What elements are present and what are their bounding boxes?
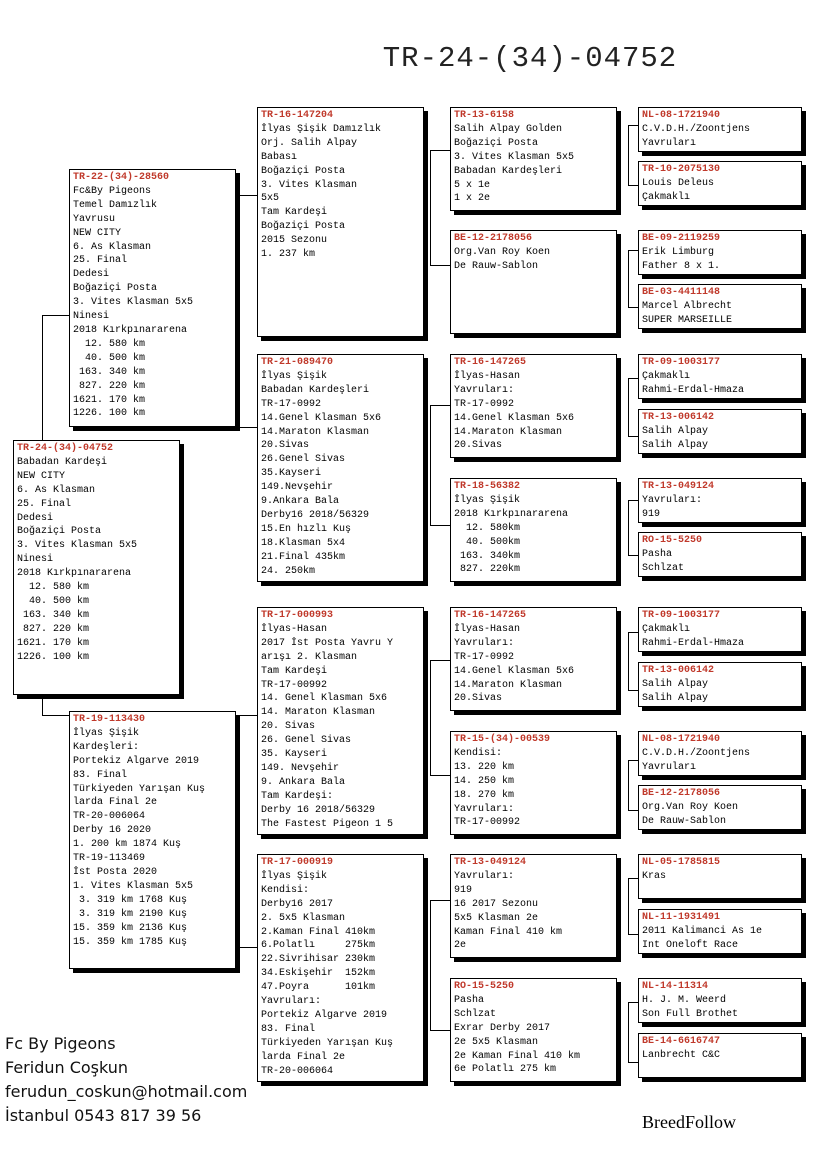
- pedigree-line: C.V.D.H./Zoontjens: [642, 123, 751, 135]
- pedigree-line: 2018 Kırkpınararena: [73, 324, 188, 336]
- pedigree-card-gp1: [257, 107, 424, 337]
- connector: [628, 250, 638, 251]
- ring-number: NL-08-1721940: [642, 110, 721, 121]
- pedigree-line: larda Final 2e: [261, 1051, 346, 1063]
- pedigree-line: 9.Ankara Bala: [261, 496, 340, 508]
- pedigree-line: 6.Polatlı 275km: [261, 940, 376, 952]
- pedigree-line: Org.Van Roy Koen: [454, 246, 551, 258]
- pedigree-line: larda Final 2e: [73, 797, 158, 809]
- ring-number: TR-13-049124: [642, 481, 715, 492]
- pedigree-line: Salih Alpay: [642, 425, 709, 437]
- pedigree-line: 163. 340km: [454, 550, 521, 562]
- pedigree-line: Babadan Kardeşleri: [261, 384, 370, 396]
- connector: [430, 405, 431, 525]
- pedigree-line: Dedesi: [17, 512, 54, 524]
- connector: [430, 1030, 450, 1031]
- pedigree-line: TR-17-0992: [454, 398, 515, 410]
- pedigree-line: 1226. 100 km: [17, 651, 90, 663]
- pedigree-card-g10: [638, 662, 802, 707]
- pedigree-line: Derby 16 2018/56329: [261, 804, 376, 816]
- pedigree-line: Babadan Kardeşi: [17, 456, 108, 468]
- pedigree-line: 12. 580 km: [73, 338, 146, 350]
- connector: [430, 265, 450, 266]
- pedigree-line: 6. As Klasman: [73, 241, 152, 253]
- pedigree-line: Tam Kardeşi: [261, 207, 328, 219]
- ring-number: TR-18-56382: [454, 481, 521, 492]
- pedigree-line: Çakmaklı: [642, 623, 691, 635]
- phone-text: İstanbul 0543 817 39 56: [5, 1106, 202, 1125]
- pedigree-line: Erik Limburg: [642, 246, 715, 258]
- connector: [430, 660, 431, 775]
- pedigree-line: İlyas Şişik: [261, 870, 328, 882]
- pedigree-line: NEW CITY: [73, 227, 122, 239]
- pedigree-line: Derby 16 2020: [73, 825, 152, 837]
- pedigree-line: TR-17-0992: [454, 651, 515, 663]
- ring-number: TR-16-147265: [454, 610, 527, 621]
- pedigree-line: 14. Genel Klasman 5x6: [261, 693, 388, 705]
- pedigree-line: 14.Maraton Klasman: [454, 679, 563, 691]
- ring-number: TR-22-(34)-28560: [73, 172, 170, 183]
- pedigree-line: Father 8 x 1.: [642, 260, 721, 272]
- pedigree-card-ggp1: [450, 107, 617, 211]
- pedigree-line: Yavruları:: [454, 870, 515, 882]
- pedigree-card-ggp3: [450, 354, 617, 458]
- pedigree-line: Fc&By Pigeons: [73, 185, 152, 197]
- pedigree-line: 14. 250 km: [454, 775, 515, 787]
- pedigree-line: 14. Maraton Klasman: [261, 707, 376, 719]
- pedigree-line: Louis Deleus: [642, 177, 715, 189]
- pedigree-line: 827. 220 km: [73, 380, 146, 392]
- pedigree-line: Boğaziçi Posta: [17, 526, 102, 538]
- ring-number: NL-14-11314: [642, 981, 709, 992]
- pedigree-line: 21.Final 435km: [261, 551, 346, 563]
- pedigree-line: Kardeşleri:: [73, 741, 140, 753]
- pedigree-line: Yavruları:: [454, 803, 515, 815]
- pedigree-line: De Rauw-Sablon: [642, 815, 727, 827]
- pedigree-card-gp4: [257, 854, 424, 1082]
- ring-number: TR-13-006142: [642, 412, 715, 423]
- ring-number: NL-08-1721940: [642, 734, 721, 745]
- pedigree-line: Yavrusu: [73, 213, 116, 225]
- pedigree-line: Yavruları:: [261, 996, 322, 1008]
- pedigree-line: Türkiyeden Yarışan Kuş: [261, 1037, 394, 1049]
- pedigree-card-g8: [638, 532, 802, 577]
- pedigree-line: 12. 580km: [454, 522, 521, 534]
- pedigree-line: TR-17-0992: [261, 398, 322, 410]
- pedigree-card-g5: [638, 354, 802, 399]
- contact-info: [5, 1032, 247, 1128]
- pedigree-line: 2015 Sezonu: [261, 235, 328, 247]
- pedigree-line: Kendisi:: [454, 747, 503, 759]
- pedigree-line: 5 x 1e: [454, 179, 491, 191]
- pedigree-line: 5x5: [261, 193, 280, 205]
- connector: [628, 378, 638, 379]
- breeder-name: Fc By Pigeons: [5, 1034, 116, 1053]
- pedigree-card-g15: [638, 978, 802, 1023]
- pedigree-line: Boğaziçi Posta: [454, 137, 539, 149]
- pedigree-line: Portekiz Algarve 2019: [73, 755, 200, 767]
- connector: [628, 250, 629, 307]
- pedigree-line: 6e Polatlı 275 km: [454, 1064, 557, 1076]
- pedigree-line: 18.Klasman 5x4: [261, 537, 346, 549]
- connector: [628, 378, 629, 436]
- ring-number: TR-15-(34)-00539: [454, 734, 551, 745]
- connector: [42, 315, 69, 316]
- ring-number: TR-09-1003177: [642, 357, 721, 368]
- pedigree-line: 3. Vites Klasman 5x5: [17, 540, 138, 552]
- pedigree-line: Lanbrecht C&C: [642, 1049, 721, 1061]
- pedigree-line: 1226. 100 km: [73, 408, 146, 420]
- owner-name: Feridun Coşkun: [5, 1058, 129, 1077]
- connector: [430, 900, 431, 1030]
- pedigree-line: 34.Eskişehir 152km: [261, 968, 376, 980]
- pedigree-line: TR-20-006064: [261, 1065, 334, 1077]
- ring-number: NL-11-1931491: [642, 912, 721, 923]
- pedigree-line: 3. Vites Klasman 5x5: [73, 297, 194, 309]
- brand-logo-text: BreedFollow: [642, 1112, 736, 1132]
- pedigree-line: 15. 359 km 1785 Kuş: [73, 936, 188, 948]
- pedigree-line: 83. Final: [73, 769, 128, 781]
- pedigree-line: Babası: [261, 151, 298, 163]
- pedigree-line: Derby16 2018/56329: [261, 509, 370, 521]
- pedigree-line: İst Posta 2020: [73, 866, 158, 878]
- connector: [628, 760, 629, 810]
- ring-number: BE-03-4411148: [642, 287, 721, 298]
- pedigree-line: 13. 220 km: [454, 761, 515, 773]
- ring-number: TR-13-049124: [454, 857, 527, 868]
- pedigree-line: Boğaziçi Posta: [261, 221, 346, 233]
- pedigree-line: Yavruları:: [642, 494, 703, 506]
- pedigree-line: SUPER MARSEILLE: [642, 314, 733, 326]
- pedigree-card-g3: [638, 230, 802, 275]
- pedigree-line: İlyas-Hasan: [454, 623, 521, 635]
- pedigree-line: Pasha: [454, 994, 485, 1006]
- pedigree-card-ggp2: [450, 230, 617, 334]
- connector: [430, 660, 450, 661]
- pedigree-line: Yavruları:: [454, 637, 515, 649]
- pedigree-line: 14.Maraton Klasman: [454, 426, 563, 438]
- pedigree-card-ggp5: [450, 607, 617, 711]
- pedigree-line: Rahmi-Erdal-Hmaza: [642, 637, 745, 649]
- pedigree-line: arışı 2. Klasman: [261, 651, 358, 663]
- pedigree-card-g12: [638, 785, 802, 830]
- connector: [628, 632, 638, 633]
- connector: [628, 500, 638, 501]
- pedigree-line: 163. 340 km: [17, 609, 90, 621]
- pedigree-line: 35.Kayseri: [261, 468, 322, 480]
- pedigree-line: Derby16 2017: [261, 898, 334, 910]
- pedigree-line: 22.Sivrihisar 230km: [261, 954, 376, 966]
- connector: [628, 436, 638, 437]
- pedigree-line: 40. 500km: [454, 536, 521, 548]
- pedigree-line: 3. Vites Klasman: [261, 179, 358, 191]
- pedigree-line: Kras: [642, 870, 667, 882]
- pedigree-line: 47.Poyra 101km: [261, 982, 376, 994]
- ring-number: TR-13-6158: [454, 110, 515, 121]
- pedigree-line: 1. Vites Klasman 5x5: [73, 880, 194, 892]
- pedigree-line: İlyas-Hasan: [261, 623, 328, 635]
- pedigree-line: Yavruları: [642, 137, 697, 149]
- pedigree-line: 26.Genel Sivas: [261, 454, 346, 466]
- pedigree-line: TR-20-006064: [73, 811, 146, 823]
- pedigree-line: 5x5 Klasman 2e: [454, 912, 539, 924]
- pedigree-line: C.V.D.H./Zoontjens: [642, 747, 751, 759]
- pedigree-line: 2018 Kırkpınararena: [17, 568, 132, 580]
- pedigree-line: Pasha: [642, 548, 673, 560]
- pedigree-line: Int Oneloft Race: [642, 939, 739, 951]
- pedigree-line: NEW CITY: [17, 470, 66, 482]
- pedigree-line: İlyas-Hasan: [454, 370, 521, 382]
- pedigree-line: De Rauw-Sablon: [454, 260, 539, 272]
- pedigree-line: 919: [642, 508, 661, 520]
- pedigree-line: Yavruları: [642, 761, 697, 773]
- connector: [628, 1002, 638, 1003]
- pedigree-card-gp2: [257, 354, 424, 582]
- ring-number: BE-14-6616747: [642, 1036, 721, 1047]
- pedigree-line: 25. Final: [17, 498, 72, 510]
- ring-number: RO-15-5250: [642, 535, 703, 546]
- pedigree-line: TR-17-00992: [261, 679, 328, 691]
- pedigree-line: İlyas Şişik: [73, 727, 140, 739]
- pedigree-line: Temel Damızlık: [73, 199, 158, 211]
- pedigree-line: Salih Alpay: [642, 439, 709, 451]
- connector: [237, 195, 257, 196]
- pedigree-line: 14.Genel Klasman 5x6: [454, 412, 575, 424]
- pedigree-line: 1. 200 km 1874 Kuş: [73, 839, 182, 851]
- connector: [628, 810, 638, 811]
- pedigree-line: 35. Kayseri: [261, 749, 328, 761]
- pedigree-line: Boğaziçi Posta: [73, 283, 158, 295]
- pedigree-line: 3. 319 km 1768 Kuş: [73, 894, 188, 906]
- ring-number: NL-05-1785815: [642, 857, 721, 868]
- pedigree-line: Babadan Kardeşleri: [454, 165, 563, 177]
- connector: [628, 555, 638, 556]
- pedigree-line: Çakmaklı: [642, 191, 691, 203]
- connector: [237, 427, 257, 428]
- pedigree-line: Ninesi: [73, 311, 110, 323]
- pedigree-line: İlyas Şişik: [454, 494, 521, 506]
- pedigree-card-ggp8: [450, 978, 617, 1082]
- connector: [430, 900, 450, 901]
- pedigree-line: Türkiyeden Yarışan Kuş: [73, 783, 206, 795]
- pedigree-line: 83. Final: [261, 1023, 316, 1035]
- pedigree-line: 26. Genel Sivas: [261, 735, 352, 747]
- pedigree-line: Kaman Final 410 km: [454, 926, 563, 938]
- connector: [628, 632, 629, 690]
- pedigree-line: Exrar Derby 2017: [454, 1022, 551, 1034]
- pedigree-line: Salih Alpay Golden: [454, 123, 563, 135]
- pedigree-line: 2e 5x5 Klasman: [454, 1036, 539, 1048]
- pedigree-card-g7: [638, 478, 802, 523]
- pedigree-card-g6: [638, 409, 802, 454]
- pedigree-line: 15. 359 km 2136 Kuş: [73, 922, 188, 934]
- pedigree-line: 149.Nevşehir: [261, 482, 334, 494]
- pedigree-card-g4: [638, 284, 802, 329]
- pedigree-line: Kendisi:: [261, 884, 310, 896]
- connector: [628, 500, 629, 555]
- pedigree-line: 14.Maraton Klasman: [261, 426, 370, 438]
- connector: [237, 715, 238, 947]
- connector: [628, 690, 638, 691]
- pedigree-card-g16: [638, 1033, 802, 1078]
- pedigree-line: Ninesi: [17, 554, 54, 566]
- pedigree-card-ggp6: [450, 731, 617, 835]
- pedigree-card-g13: [638, 854, 802, 899]
- pedigree-line: 15.En hızlı Kuş: [261, 523, 352, 535]
- connector: [628, 1062, 638, 1063]
- pedigree-line: Rahmi-Erdal-Hmaza: [642, 384, 745, 396]
- pedigree-line: 20.Sivas: [454, 693, 503, 705]
- pedigree-line: 16 2017 Sezonu: [454, 898, 539, 910]
- pedigree-line: 3. Vites Klasman 5x5: [454, 151, 575, 163]
- pedigree-line: 24. 250km: [261, 565, 316, 577]
- pedigree-card-g2: [638, 161, 802, 206]
- pedigree-line: 2. 5x5 Klasman: [261, 912, 346, 924]
- ring-number: TR-21-089470: [261, 357, 334, 368]
- connector: [628, 307, 638, 308]
- ring-number: TR-10-2075130: [642, 164, 721, 175]
- pedigree-line: 2018 Kırkpınararena: [454, 508, 569, 520]
- connector: [628, 1002, 629, 1062]
- pedigree-line: 20. Sivas: [261, 721, 316, 733]
- pedigree-line: Tam Kardeşi:: [261, 790, 334, 802]
- pedigree-line: Marcel Albrecht: [642, 300, 733, 312]
- pedigree-card-gp3: [257, 607, 424, 835]
- ring-number: BE-12-2178056: [642, 788, 721, 799]
- pedigree-card-g11: [638, 731, 802, 776]
- pedigree-line: 163. 340 km: [73, 366, 146, 378]
- connector: [430, 150, 431, 265]
- pedigree-line: Org.Van Roy Koen: [642, 801, 739, 813]
- pedigree-line: 25. Final: [73, 255, 128, 267]
- pedigree-line: Salih Alpay: [642, 678, 709, 690]
- pedigree-line: İlyas Şişik: [261, 370, 328, 382]
- connector: [430, 405, 450, 406]
- pedigree-card-g14: [638, 909, 802, 954]
- pedigree-line: 2011 Kalimanci As 1e: [642, 925, 763, 937]
- connector: [628, 185, 638, 186]
- connector: [42, 715, 69, 716]
- pedigree-line: 2e Kaman Final 410 km: [454, 1050, 581, 1062]
- pedigree-line: 1 x 2e: [454, 193, 491, 205]
- pedigree-line: TR-17-00992: [454, 817, 521, 829]
- pedigree-line: 18. 270 km: [454, 789, 515, 801]
- ring-number: BE-12-2178056: [454, 233, 533, 244]
- pedigree-line: 3. 319 km 2190 Kuş: [73, 908, 188, 920]
- connector: [430, 525, 450, 526]
- connector: [628, 878, 629, 934]
- pedigree-line: 1621. 170 km: [73, 394, 146, 406]
- ring-number: TR-19-113430: [73, 714, 146, 725]
- connector: [628, 125, 638, 126]
- connector: [628, 125, 629, 185]
- pedigree-line: Tam Kardeşi: [261, 665, 328, 677]
- pedigree-line: 14.Genel Klasman 5x6: [454, 665, 575, 677]
- ring-number: RO-15-5250: [454, 981, 515, 992]
- connector: [430, 150, 450, 151]
- pedigree-line: Portekiz Algarve 2019: [261, 1009, 388, 1021]
- ring-number: TR-09-1003177: [642, 610, 721, 621]
- pedigree-line: 20.Sivas: [261, 440, 310, 452]
- pedigree-line: Çakmaklı: [642, 370, 691, 382]
- pedigree-line: 2e: [454, 940, 467, 952]
- pedigree-card-sire: [69, 169, 236, 427]
- pedigree-card-g9: [638, 607, 802, 652]
- pedigree-line: 2.Kaman Final 410km: [261, 926, 376, 938]
- pedigree-line: 9. Ankara Bala: [261, 776, 346, 788]
- ring-number: TR-16-147265: [454, 357, 527, 368]
- pedigree-card-ggp4: [450, 478, 617, 582]
- ring-number: TR-24-(34)-04752: [17, 443, 114, 454]
- pedigree-line: 6. As Klasman: [17, 484, 96, 496]
- ring-number: TR-13-006142: [642, 665, 715, 676]
- pedigree-line: Schlzat: [454, 1008, 497, 1020]
- pedigree-line: H. J. M. Weerd: [642, 994, 727, 1006]
- connector: [237, 195, 238, 427]
- ring-number: BE-09-2119259: [642, 233, 721, 244]
- ring-number: TR-16-147204: [261, 110, 334, 121]
- pedigree-line: 40. 500 km: [17, 595, 90, 607]
- pedigree-line: 12. 580 km: [17, 582, 90, 594]
- connector: [430, 775, 450, 776]
- pedigree-line: 827. 220km: [454, 564, 521, 576]
- pedigree-card-ggp7: [450, 854, 617, 958]
- pedigree-line: Dedesi: [73, 269, 110, 281]
- connector: [237, 715, 257, 716]
- pedigree-line: TR-19-113469: [73, 853, 146, 865]
- pedigree-line: The Fastest Pigeon 1 5: [261, 818, 394, 830]
- pedigree-line: 919: [454, 884, 473, 896]
- page-title: TR-24-(34)-04752: [382, 42, 678, 75]
- pedigree-line: 1. 237 km: [261, 249, 316, 261]
- pedigree-line: İlyas Şişik Damızlık: [261, 123, 382, 135]
- connector: [237, 947, 257, 948]
- pedigree-card-g1: [638, 107, 802, 152]
- pedigree-line: 20.Sivas: [454, 440, 503, 452]
- pedigree-line: Schlzat: [642, 562, 685, 574]
- pedigree-line: Salih Alpay: [642, 692, 709, 704]
- connector: [628, 934, 638, 935]
- email-text: ferudun_coskun@hotmail.com: [5, 1082, 248, 1101]
- pedigree-card-dam: [69, 711, 236, 969]
- pedigree-line: 14.Genel Klasman 5x6: [261, 412, 382, 424]
- pedigree-line: 1621. 170 km: [17, 637, 90, 649]
- pedigree-card-subject: [13, 440, 180, 695]
- pedigree-line: 827. 220 km: [17, 623, 90, 635]
- pedigree-line: 2017 İst Posta Yavru Y: [261, 637, 394, 649]
- connector: [628, 760, 638, 761]
- pedigree-line: Yavruları:: [454, 384, 515, 396]
- ring-number: TR-17-000919: [261, 857, 334, 868]
- pedigree-line: 40. 500 km: [73, 352, 146, 364]
- ring-number: TR-17-000993: [261, 610, 334, 621]
- connector: [628, 878, 638, 879]
- pedigree-line: Son Full Brothet: [642, 1008, 739, 1020]
- pedigree-line: Boğaziçi Posta: [261, 165, 346, 177]
- pedigree-line: Orj. Salih Alpay: [261, 137, 358, 149]
- pedigree-line: 149. Nevşehir: [261, 762, 340, 774]
